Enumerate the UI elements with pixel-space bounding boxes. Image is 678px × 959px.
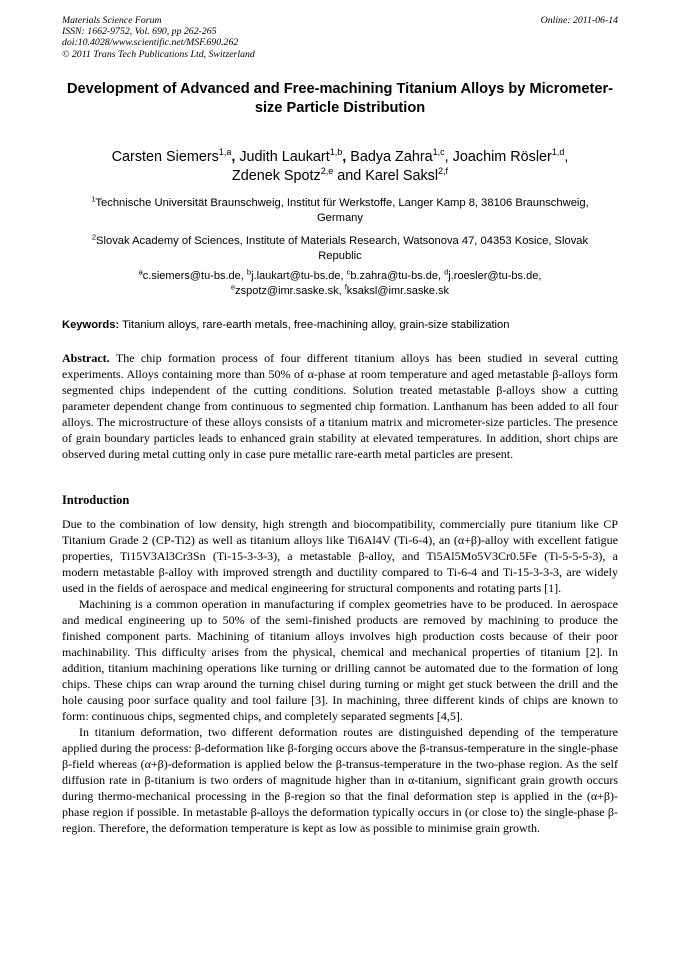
affiliation-2 xyxy=(70,234,610,265)
email-marker: f xyxy=(344,281,347,291)
affiliation-1 xyxy=(70,196,610,227)
author-name: Carsten Siemers xyxy=(111,149,219,165)
issn-line: ISSN: 1662-9752, Vol. 690, pp 262-265 xyxy=(62,26,217,38)
section-heading-introduction: Introduction xyxy=(62,493,130,507)
author-name: Badya Zahra xyxy=(350,149,433,165)
email-marker: d xyxy=(444,267,449,277)
keywords-label: Keywords: xyxy=(62,319,120,331)
email-link[interactable]: zspotz@imr.saske.sk, xyxy=(235,284,342,297)
email-marker: a xyxy=(138,267,143,277)
email-marker: b xyxy=(246,267,252,277)
author-name: Judith Laukart xyxy=(239,149,330,165)
abstract xyxy=(62,350,618,462)
email-link[interactable]: b.zahra@tu-bs.de, xyxy=(350,270,442,282)
abstract-text: The chip formation process of four different titanium alloys has been studied in several cutting experiments. Alloys containing more than 50% of α-phase at room temperature and aged metastable β-alloys form segmented chips independent of the cutting conditions. Solution treated metastable β-alloys show a cutting parameter dependent change from continuous to segmented chip formation. Lanthanum has been added to all four alloys. The microstructure of these alloys consists of a titanium matrix and micrometer-size particles. The presence of grain boundary particles leads to enhanced grain stability at elevated temperatures. In addition, short chips are observed during metal cutting only in case pure metallic rare-earth metal particles are present. xyxy=(62,351,618,461)
publication-header xyxy=(62,15,618,60)
journal-name: Materials Science Forum xyxy=(62,15,162,26)
paragraph: In titanium deformation, two different deformation routes are distinguished depending of the temperature applied during the process: β-deformation like β-forging occurs above the β-transus-temperature in the single-phase β-field whereas (α+β)-deformation is applied below the β-transus-temperature in the two-phase region. As the self diffusion rate in β-titanium is two orders of magnitude higher than in α-titanium, significant grain growth occurs during thermo-mechanical processing in the β-region so that the final deformation step is applied in the (α+β)-phase region if possible. In metastable β-alloys the deformation typically occurs in (or close to) the single-phase β-region. Therefore, the deformation temperature is kept as low as possible to minimise grain growth. xyxy=(62,725,618,835)
email-link[interactable]: ksaksl@imr.saske.sk xyxy=(346,284,450,297)
paragraph: Due to the combination of low density, high strength and biocompatibility, commercially pure titanium like CP Titanium Grade 2 (CP-Ti2) as well as titanium alloys like Ti6Al4V (Ti-6-4), an (α+β)-alloy with excellent fatigue properties, Ti15V3Al3Cr3Sn (Ti-15-3-3-3), a metastable β-alloy, and Ti5Al5Mo5V3Cr0.5Fe (Ti-5-5-5-3), a modern metastable β-alloy with improved strength and ductility compared to Ti-6-4 and Ti-15-3-3-3, are widely used in the fields of aerospace and medical engineering for structural components and rotating parts [1]. xyxy=(62,517,618,595)
keywords-text: Titanium alloys, rare-earth metals, free-machining alloy, grain-size stabilization xyxy=(122,319,510,331)
abstract-label: Abstract. xyxy=(62,351,110,365)
author-name: Zdenek Spotz xyxy=(231,167,321,184)
author-name: Joachim Rösler xyxy=(452,149,552,165)
email-link[interactable]: j.laukart@tu-bs.de, xyxy=(251,270,344,282)
author-affiliation-marker: 1,c xyxy=(432,147,445,158)
affiliation-text: Technische Universität Braunschweig, Institut für Werkstoffe, Langer Kamp 8, 38106 Braunschweig, Germany xyxy=(95,197,589,225)
email-link[interactable]: j.roesler@tu-bs.de, xyxy=(448,270,542,282)
paper-title: Development of Advanced and Free-machining Titanium Alloys by Micrometer-size Particle Distribution xyxy=(66,81,614,116)
online-date: Online: 2011-06-14 xyxy=(540,15,618,26)
author-list: Carsten Siemers$^{1,a}$, Judith Laukart$^{1,b}$, Badya Zahra$^{1,c}$, Joachim Rösler$^{1,d}$, Zdenek Spotz$^{2,e}$ and Karel Saksl$^{2,f}$ xyxy=(111,147,569,184)
affiliation-text: Slovak Academy of Sciences, Institute of Materials Research, Watsonova 47, 04353 Kosice, Slovak Republic xyxy=(96,235,589,263)
email-marker: e xyxy=(230,281,236,291)
email-marker: c xyxy=(346,267,351,277)
email-link[interactable]: c.siemers@tu-bs.de, xyxy=(142,270,244,282)
author-affiliation-marker: 1,d xyxy=(551,147,565,158)
author-name: Karel Saksl xyxy=(365,167,439,184)
copyright-line: © 2011 Trans Tech Publications Ltd, Switzerland xyxy=(62,48,255,60)
affiliation-number: 1 xyxy=(91,194,96,204)
author-affiliation-marker: 2,e xyxy=(320,165,334,176)
author-affiliation-marker: 2,f xyxy=(438,165,449,176)
author-affiliation-marker: 1,b xyxy=(329,147,343,158)
email-list xyxy=(70,269,610,298)
author-affiliation-marker: 1,a xyxy=(218,147,232,158)
affiliation-number: 2 xyxy=(91,232,97,242)
doi-line: doi:10.4028/www.scientific.net/MSF.690.262 xyxy=(62,37,239,49)
paragraph: Machining is a common operation in manufacturing if complex geometries have to be produced. In aerospace and medical engineering up to 50% of the semi-finished products are removed by machining to produce the finished component parts. Machining of titanium alloys involves high production costs because of their poor machinability. This difficulty arises from the physical, chemical and mechanical properties of titanium [2]. In addition, titanium machining operations like turning or drilling cannot be automated due to the formation of long chips. These chips can wrap around the turning chisel during turning or might get stuck between the drill and the hole causing poor surface quality and tool failure [3]. In machining, three different kinds of chips are known to form: continuous chips, segmented chips, and completely separated segments [4,5]. xyxy=(62,597,618,723)
introduction-body xyxy=(62,516,618,836)
keywords xyxy=(62,318,618,332)
